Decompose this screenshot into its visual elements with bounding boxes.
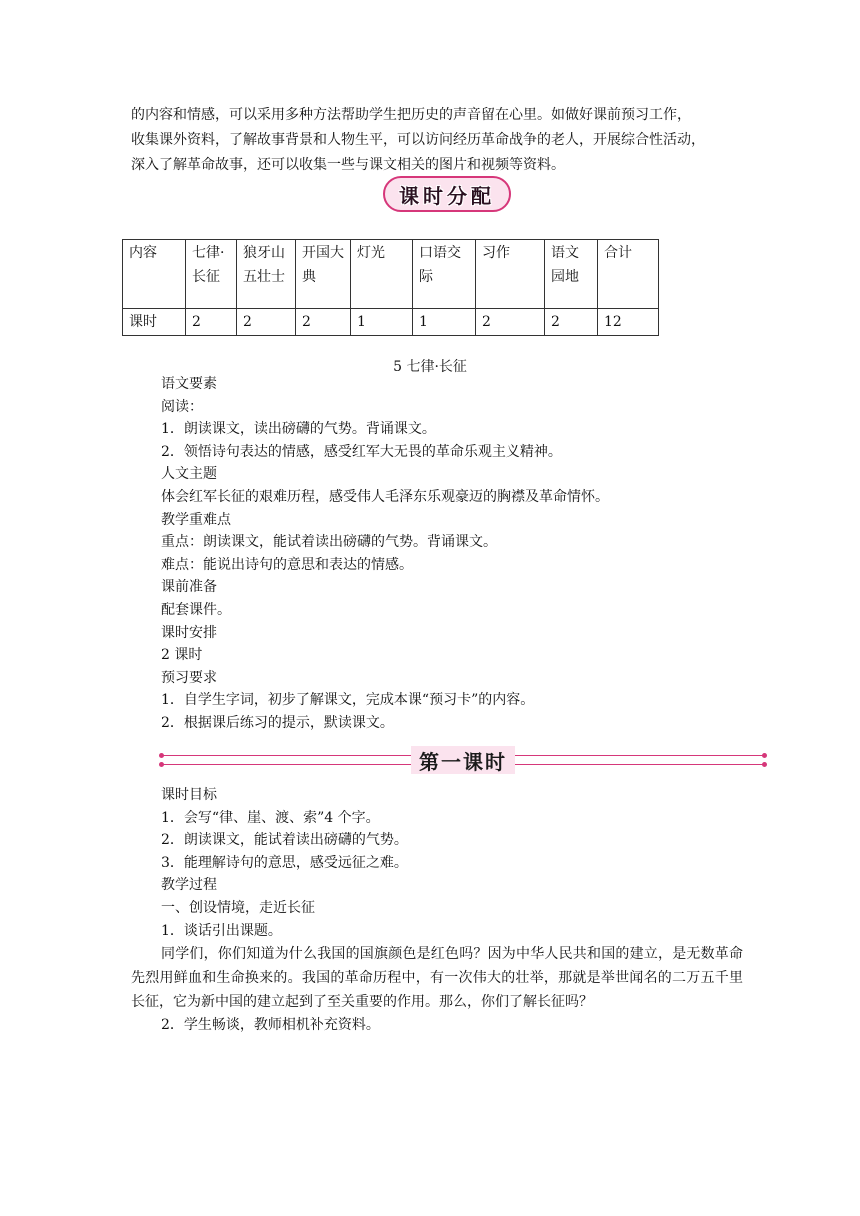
table-cell: 2 — [476, 309, 545, 336]
divider-dot — [762, 762, 767, 767]
text-line: 配套课件。 — [161, 601, 231, 618]
list-item: 1．朗读课文，读出磅礴的气势。背诵课文。 — [161, 421, 436, 438]
allocation-badge — [383, 176, 511, 212]
table-cell: 1 — [413, 309, 476, 336]
section-heading: 课时目标 — [161, 787, 217, 803]
table-cell: 七律·长征 — [186, 240, 237, 309]
table-header-cell: 课时 — [123, 309, 186, 336]
table-cell: 语文园地 — [545, 240, 598, 309]
table-cell: 习作 — [476, 240, 545, 309]
table-cell: 合计 — [598, 240, 659, 309]
text-line: 难点：能说出诗句的意思和表达的情感。 — [161, 556, 413, 573]
divider-dot — [159, 753, 164, 758]
allocation-badge-label: 课时分配 — [383, 176, 511, 212]
table-cell: 2 — [296, 309, 351, 336]
list-item: 1．谈话引出课题。 — [161, 922, 282, 939]
table-cell: 2 — [237, 309, 296, 336]
list-item: 2．根据课后练习的提示，默读课文。 — [161, 714, 394, 731]
section-heading: 人文主题 — [161, 466, 217, 483]
table-row — [123, 309, 659, 336]
list-item: 3．能理解诗句的意思，感受远征之难。 — [161, 854, 408, 871]
divider-dot — [762, 753, 767, 758]
lesson-title: 5 七律·长征 — [393, 359, 467, 375]
table-cell: 口语交际 — [413, 240, 476, 309]
divider-dot — [159, 762, 164, 767]
text-line: 2 课时 — [161, 647, 203, 664]
table-cell: 灯光 — [351, 240, 413, 309]
section-heading: 课前准备 — [161, 579, 217, 596]
text-line: 阅读： — [161, 398, 203, 415]
table-row — [123, 240, 659, 309]
body-paragraph: 同学们，你们知道为什么我国的国旗颜色是红色吗？因为中华人民共和国的建立，是无数革命先烈用鲜血和生命换来的。我国的革命历程中，有一次伟大的壮举，那就是举世闻名的二万五千里长征，它为新中国的建立起到了至关重要的作用。那么，你们了解长征吗？ — [131, 946, 743, 1011]
table-cell: 2 — [545, 309, 598, 336]
list-item: 1．自学生字词，初步了解课文，完成本课“预习卡”的内容。 — [161, 692, 535, 709]
list-item: 2．领悟诗句表达的情感，感受红军大无畏的革命乐观主义精神。 — [161, 443, 562, 460]
section-heading: 课时安排 — [161, 624, 217, 641]
section-heading: 教学重难点 — [161, 511, 231, 528]
table-header-cell: 内容 — [123, 240, 186, 309]
section-heading: 教学过程 — [161, 877, 217, 894]
section-heading: 预习要求 — [161, 669, 217, 686]
list-item: 2．学生畅谈，教师相机补充资料。 — [161, 1017, 380, 1034]
lesson-plan — [161, 373, 751, 735]
text-line: 体会红军长征的艰难历程，感受伟人毛泽东乐观豪迈的胸襟及革命情怀。 — [161, 488, 609, 505]
list-item: 1．会写“律、崖、渡、索”4 个字。 — [161, 809, 380, 826]
table-cell: 1 — [351, 309, 413, 336]
table-cell: 开国大典 — [296, 240, 351, 309]
intro-line: 的内容和情感，可以采用多种方法帮助学生把历史的声音留在心里。如做好课前预习工作， — [131, 107, 691, 123]
text-line: 一、创设情境，走近长征 — [161, 899, 315, 916]
table-cell: 狼牙山五壮士 — [237, 240, 296, 309]
text-line: 重点：朗读课文，能试着读出磅礴的气势。背诵课文。 — [161, 534, 497, 551]
intro-paragraph — [131, 103, 743, 178]
table-cell: 2 — [186, 309, 237, 336]
intro-line: 深入了解革命故事，还可以收集一些与课文相关的图片和视频等资料。 — [131, 157, 565, 173]
first-period — [131, 784, 743, 1037]
allocation-table — [122, 239, 659, 336]
section-divider — [157, 744, 769, 776]
list-item: 2．朗读课文，能试着读出磅礴的气势。 — [161, 832, 408, 849]
section-divider-label: 第一课时 — [411, 746, 515, 774]
section-heading: 语文要素 — [161, 376, 217, 392]
table-cell: 12 — [598, 309, 659, 336]
intro-line: 收集课外资料，了解故事背景和人物生平，可以访问经历革命战争的老人，开展综合性活动， — [131, 132, 705, 148]
